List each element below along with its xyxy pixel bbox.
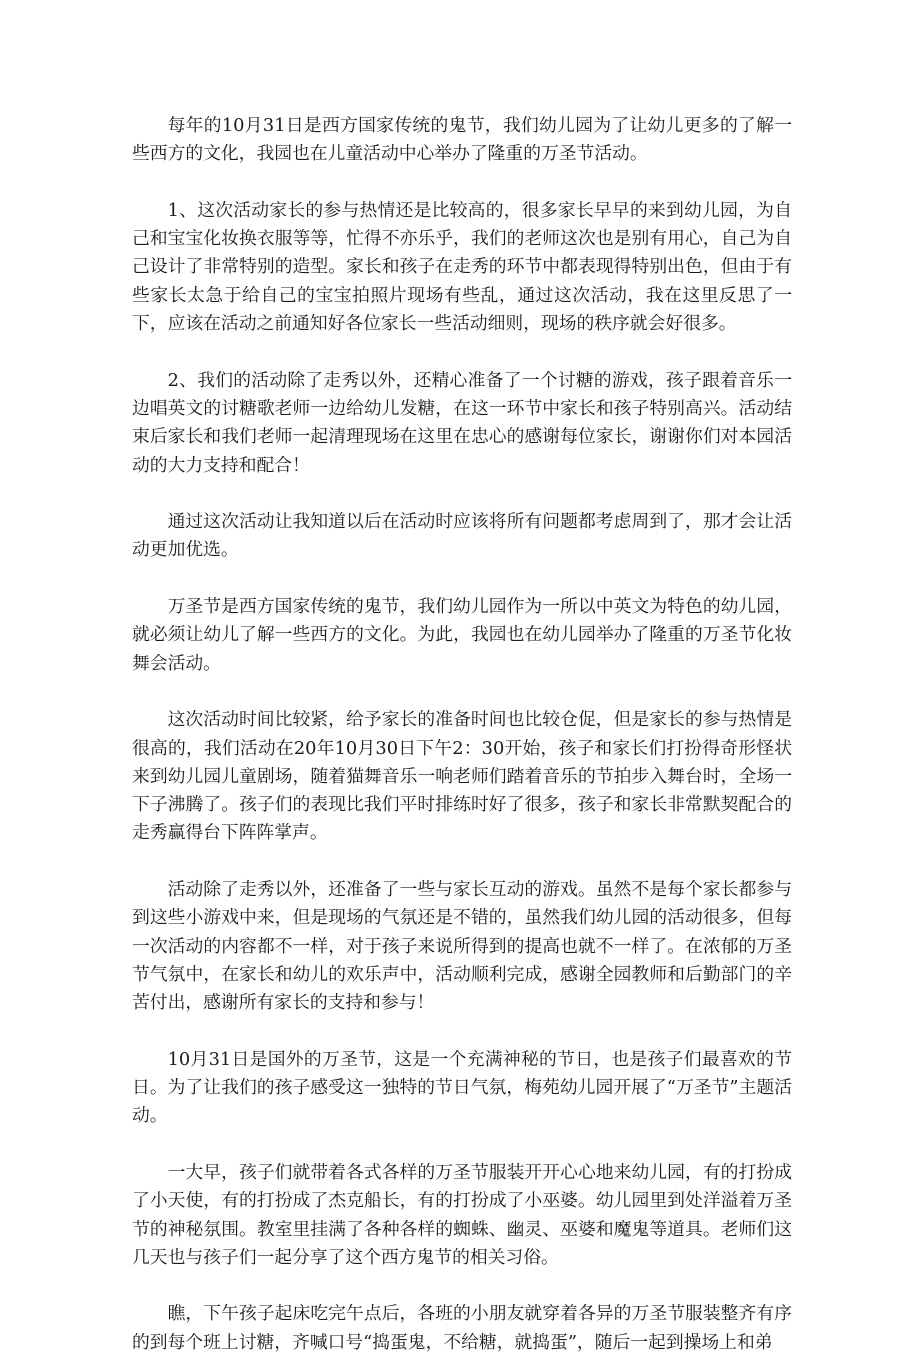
paragraph-afternoon: 瞧，下午孩子起床吃完午点后，各班的小朋友就穿着各异的万圣节服装整齐有序的到每个班上讨糖，齐喊口号“捣蛋鬼，不给糖，就捣蛋”，随后一起到操场上和弟 <box>132 1303 792 1353</box>
paragraph-oct31: 10月31日是国外的万圣节，这是一个充满神秘的节日，也是孩子们最喜欢的节日。为了让我们的孩子感受这一独特的节日气氛，梅苑幼儿园开展了“万圣节”主题活动。 <box>132 1048 792 1127</box>
document-body <box>132 112 792 1357</box>
paragraph-point-2: 2、我们的活动除了走秀以外，还精心准备了一个讨糖的游戏，孩子跟着音乐一边唱英文的讨糖歌老师一边给幼儿发糖，在这一环节中家长和孩子特别高兴。活动结束后家长和我们老师一起清理现场在这里在忠心的感谢每位家长，谢谢你们对本园活动的大力支持和配合！ <box>132 369 792 476</box>
paragraph-reflection: 通过这次活动让我知道以后在活动时应该将所有问题都考虑周到了，那才会让活动更加优选。 <box>132 511 792 561</box>
paragraph-intro: 每年的10月31日是西方国家传统的鬼节，我们幼儿园为了让幼儿更多的了解一些西方的文化，我园也在儿童活动中心举办了隆重的万圣节活动。 <box>132 115 792 165</box>
paragraph-halloween-intro: 万圣节是西方国家传统的鬼节，我们幼儿园作为一所以中英文为特色的幼儿园，就必须让幼儿了解一些西方的文化。为此，我园也在幼儿园举办了隆重的万圣节化妆舞会活动。 <box>132 596 792 674</box>
paragraph-morning: 一大早，孩子们就带着各式各样的万圣节服装开开心心地来幼儿园，有的打扮成了小天使，有的打扮成了杰克船长，有的打扮成了小巫婆。幼儿园里到处洋溢着万圣节的神秘氛围。教室里挂满了各种各样的蜘蛛、幽灵、巫婆和魔鬼等道具。老师们这几天也与孩子们一起分享了这个西方鬼节的相关习俗。 <box>132 1161 792 1268</box>
paragraph-activity-time: 这次活动时间比较紧，给予家长的准备时间也比较仓促，但是家长的参与热情是很高的，我们活动在20年10月30日下午2：30开始，孩子和家长们打扮得奇形怪状来到幼儿园儿童剧场，随着猫舞音乐一响老师们踏着音乐的节拍步入舞台时，全场一下子沸腾了。孩子们的表现比我们平时排练时好了很多，孩子和家长非常默契配合的走秀赢得台下阵阵掌声。 <box>132 709 792 844</box>
paragraph-games: 活动除了走秀以外，还准备了一些与家长互动的游戏。虽然不是每个家长都参与到这些小游戏中来，但是现场的气氛还是不错的，虽然我们幼儿园的活动很多，但每一次活动的内容都不一样，对于孩子来说所得到的提高也就不一样了。在浓郁的万圣节气氛中，在家长和幼儿的欢乐声中，活动顺利完成，感谢全园教师和后勤部门的辛苦付出，感谢所有家长的支持和参与！ <box>132 879 792 1014</box>
paragraph-point-1: 1、这次活动家长的参与热情还是比较高的，很多家长早早的来到幼儿园，为自己和宝宝化妆换衣服等等，忙得不亦乐乎，我们的老师这次也是别有用心，自己为自己设计了非常特别的造型。家长和孩子在走秀的环节中都表现得特别出色，但由于有些家长太急于给自己的宝宝拍照片现场有些乱，通过这次活动，我在这里反思了一下，应该在活动之前通知好各位家长一些活动细则，现场的秩序就会好很多。 <box>132 199 792 335</box>
